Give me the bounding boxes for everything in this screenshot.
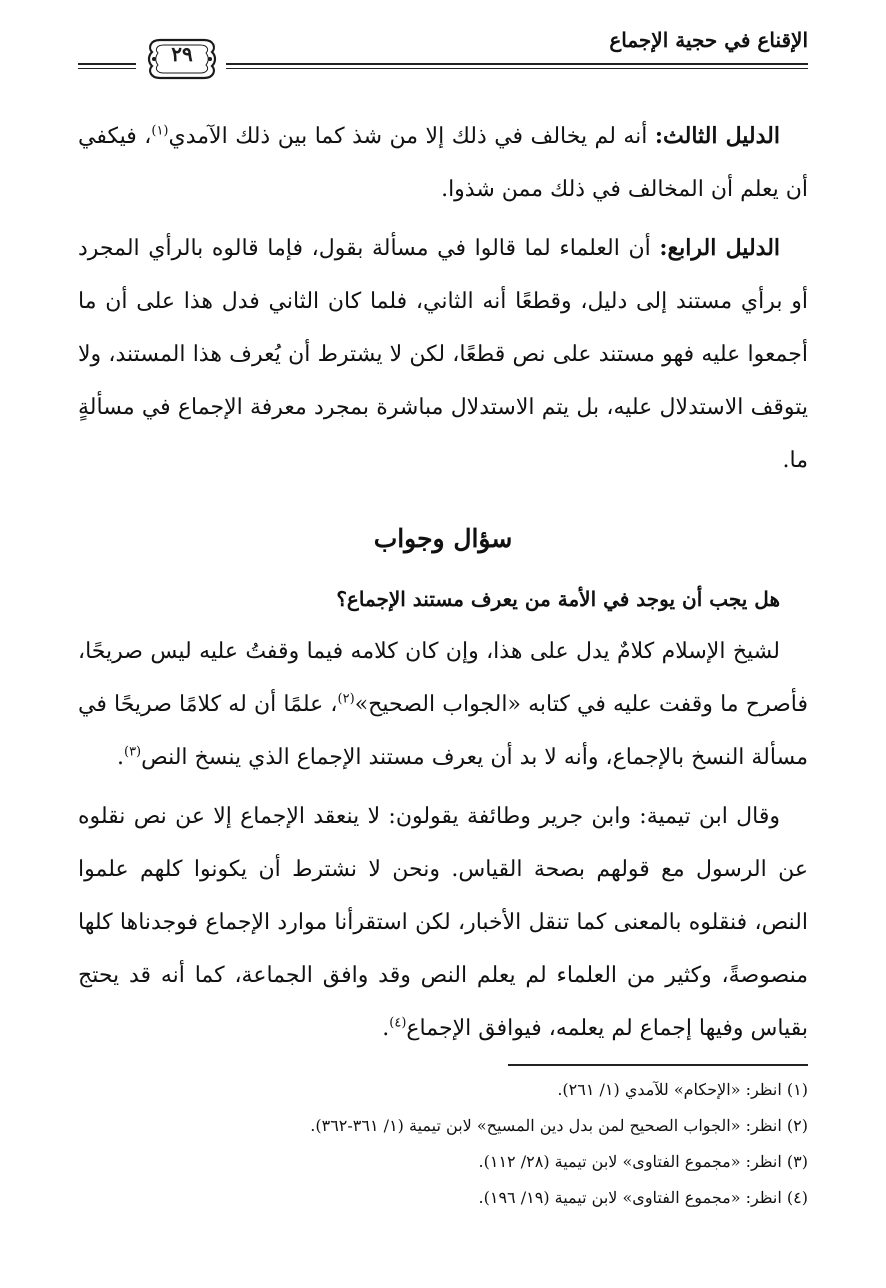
- paragraph-fourth-evidence: [78, 222, 808, 487]
- header-rule-left-thin: [78, 68, 136, 69]
- paragraph-text: وقال ابن تيمية: وابن جرير وطائفة يقولون: لا ينعقد الإجماع إلا عن نص نقلوه عن الرسول مع قولهم بصحة القياس. ونحن لا نشترط أن يكونوا كلهم علموا النص، فنقلوه بالمعنى كما تنقل الأخبار، لكن استقرأنا موارد الإجماع فوجدناها كلها منصوصةً، وكثير من العلماء لم يعلم النص وقد وافق الجماعة، كما أنه قد يحتج بقياس وفيها إجماع لم يعلمه، فيوافق الإجماع: [78, 804, 808, 1041]
- footnote-4: (٤) انظر: «مجموع الفتاوى» لابن تيمية (١٩/ ١٩٦).: [478, 1188, 808, 1207]
- footnotes: [78, 1072, 808, 1216]
- evidence-label-fourth: الدليل الرابع:: [659, 235, 781, 261]
- footnote-ref-3[interactable]: (٣): [123, 744, 142, 760]
- paragraph-third-evidence: [78, 110, 808, 216]
- page-number-badge: [146, 36, 218, 82]
- footnote-1: (١) انظر: «الإحكام» للآمدي (١/ ٢٦١).: [557, 1080, 808, 1099]
- paragraph-text: لشيخ الإسلام كلامٌ يدل على هذا، وإن كان كلامه فيما وقفتُ عليه ليس صريحًا، فأصرح ما وقفت عليه في كتابه «الجواب الصحيح»: [78, 639, 808, 717]
- paragraph-ibn-taymiyyah-quote: [78, 790, 808, 1055]
- footnote-ref-2[interactable]: (٢): [337, 691, 355, 707]
- paragraph-answer: [78, 625, 808, 784]
- evidence-label-third: الدليل الثالث:: [654, 123, 780, 149]
- page-number: ٢٩: [171, 42, 193, 66]
- paragraph-text: أنه لم يخالف في ذلك إلا من شذ كما بين ذلك الآمدي: [168, 124, 655, 149]
- header-rule-left: [78, 63, 136, 65]
- footnote-ref-1[interactable]: (١): [151, 123, 169, 139]
- paragraph-text: ، فيكفي أن يعلم أن المخالف في ذلك ممن شذوا.: [78, 124, 808, 202]
- section-heading: سؤال وجواب: [373, 524, 513, 553]
- header-rule-right: [226, 63, 808, 65]
- paragraph-text: .: [382, 1016, 390, 1041]
- page-body: [78, 110, 808, 1061]
- running-title: الإقناع في حجية الإجماع: [609, 28, 808, 52]
- footnote-divider: [508, 1064, 808, 1066]
- paragraph-text: أن العلماء لما قالوا في مسألة بقول، فإما قالوه بالرأي المجرد أو برأي مستند إلى دليل، وقطعًا أنه الثاني، فلما كان الثاني فدل هذا على أن ما أجمعوا عليه فهو مستند على نص قطعًا، لكن لا يشترط أن يُعرف هذا المستند، ولا يتوقف الاستدلال عليه، بل يتم الاستدلال مباشرة بمجرد معرفة الإجماع في مسألةٍ ما.: [78, 236, 808, 473]
- footnote-2: (٢) انظر: «الجواب الصحيح لمن بدل دين المسيح» لابن تيمية (١/ ٣٦١-٣٦٢).: [310, 1116, 808, 1135]
- footnote-ref-4[interactable]: (٤): [389, 1015, 407, 1031]
- paragraph-text: .: [116, 745, 124, 770]
- footnote-3: (٣) انظر: «مجموع الفتاوى» لابن تيمية (٢٨/ ١١٢).: [478, 1152, 808, 1171]
- paragraph-text: ، علمًا أن له كلامًا صريحًا في مسألة النسخ بالإجماع، وأنه لا بد أن يعرف مستند الإجماع الذي ينسخ النص: [78, 692, 808, 770]
- header-rule-right-thin: [226, 68, 808, 69]
- question-heading: هل يجب أن يوجد في الأمة من يعرف مستند الإجماع؟: [336, 587, 780, 611]
